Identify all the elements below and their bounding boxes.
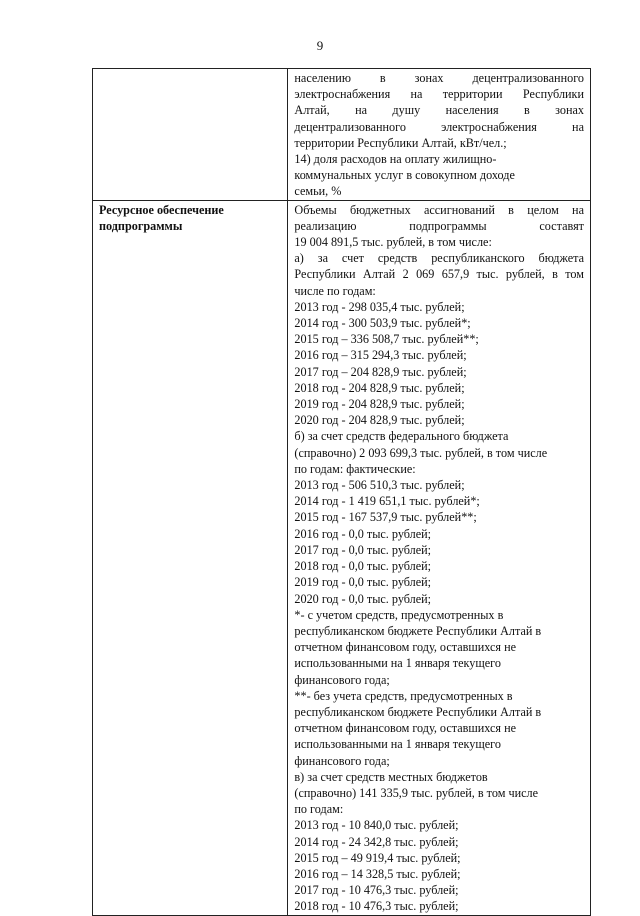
table-row-resource-provision (93, 200, 591, 915)
text-line: Республики Алтай 2 069 657,9 тыс. рублей, в том (294, 267, 584, 282)
text-line: 2018 год - 204 828,9 тыс. рублей; (294, 380, 465, 395)
text-line: электроснабжения на территории Республики (294, 87, 584, 102)
text-line: 2014 год - 300 503,9 тыс. рублей*; (294, 316, 471, 331)
text-line: 14) доля расходов на оплату жилищно- (294, 152, 497, 167)
text-line: 2016 год - 0,0 тыс. рублей; (294, 526, 432, 541)
resource-provision-label-line-2: подпрограммы (99, 218, 183, 233)
text-line: 2018 год - 10 476,3 тыс. рублей; (294, 899, 459, 914)
page-number: 9 (316, 38, 324, 53)
text-line: использованными на 1 января текущего (294, 656, 501, 671)
subprogram-passport-table (92, 68, 591, 916)
text-line: (справочно) 141 335,9 тыс. рублей, в том числе (294, 785, 539, 800)
text-line: республиканском бюджете Республики Алтай в (294, 623, 542, 638)
text-line: отчетном финансовом году, оставшихся не (294, 640, 517, 655)
text-line: 2014 год - 24 342,8 тыс. рублей; (294, 834, 459, 849)
text-line: 19 004 891,5 тыс. рублей, в том числе: (294, 235, 492, 250)
text-line: 2017 год – 204 828,9 тыс. рублей; (294, 364, 467, 379)
text-line: отчетном финансовом году, оставшихся не (294, 721, 517, 736)
text-line: Алтай, на душу населения в зонах (294, 103, 584, 118)
text-line: финансового года; (294, 753, 390, 768)
text-line: финансового года; (294, 672, 390, 687)
text-line: использованными на 1 января текущего (294, 737, 501, 752)
text-line: в) за счет средств местных бюджетов (294, 769, 488, 784)
text-line: Объемы бюджетных ассигнований в целом на (294, 202, 584, 217)
row2-label-cell (93, 200, 288, 915)
text-line: б) за счет средств федерального бюджета (294, 429, 509, 444)
text-line: числе по годам: (294, 283, 376, 298)
text-line: **- без учета средств, предусмотренных в (294, 688, 513, 703)
text-line: 2015 год - 167 537,9 тыс. рублей**; (294, 510, 477, 525)
text-line: 2013 год - 10 840,0 тыс. рублей; (294, 818, 459, 833)
text-line: по годам: фактические: (294, 461, 416, 476)
row2-content-cell (288, 200, 591, 915)
text-line: 2018 год - 0,0 тыс. рублей; (294, 559, 432, 574)
row1-content-cell (288, 69, 591, 201)
text-line: 2015 год – 49 919,4 тыс. рублей; (294, 850, 461, 865)
text-line: республиканском бюджете Республики Алтай в (294, 704, 542, 719)
text-line: *- с учетом средств, предусмотренных в (294, 607, 504, 622)
text-line: 2013 год - 506 510,3 тыс. рублей; (294, 478, 465, 493)
text-line: 2020 год - 204 828,9 тыс. рублей; (294, 413, 465, 428)
text-line: 2020 год - 0,0 тыс. рублей; (294, 591, 432, 606)
row1-label-cell (93, 69, 288, 201)
text-line: 2013 год - 298 035,4 тыс. рублей; (294, 299, 465, 314)
text-line: 2016 год – 14 328,5 тыс. рублей; (294, 866, 461, 881)
text-line: 2014 год - 1 419 651,1 тыс. рублей*; (294, 494, 480, 509)
table-row-target-indicators-continued (93, 69, 591, 201)
text-line: (справочно) 2 093 699,3 тыс. рублей, в том числе (294, 445, 548, 460)
text-line: территории Республики Алтай, кВт/чел.; (294, 135, 507, 150)
text-line: реализацию подпрограммы составят (294, 218, 584, 233)
text-line: 2019 год - 0,0 тыс. рублей; (294, 575, 432, 590)
text-line: 2017 год - 0,0 тыс. рублей; (294, 542, 432, 557)
resource-provision-label-line-1: Ресурсное обеспечение (99, 202, 224, 217)
text-line: населению в зонах децентрализованного (294, 71, 584, 85)
text-line: а) за счет средств республиканского бюджета (294, 251, 584, 266)
text-line: 2016 год – 315 294,3 тыс. рублей; (294, 348, 467, 363)
text-line: коммунальных услуг в совокупном доходе (294, 168, 515, 183)
text-line: по годам: (294, 802, 344, 817)
text-line: 2015 год – 336 508,7 тыс. рублей**; (294, 332, 479, 347)
text-line: децентрализованного электроснабжения на (294, 119, 584, 134)
text-line: 2019 год - 204 828,9 тыс. рублей; (294, 397, 465, 412)
text-line: 2017 год - 10 476,3 тыс. рублей; (294, 883, 459, 898)
text-line: семьи, % (294, 184, 342, 199)
